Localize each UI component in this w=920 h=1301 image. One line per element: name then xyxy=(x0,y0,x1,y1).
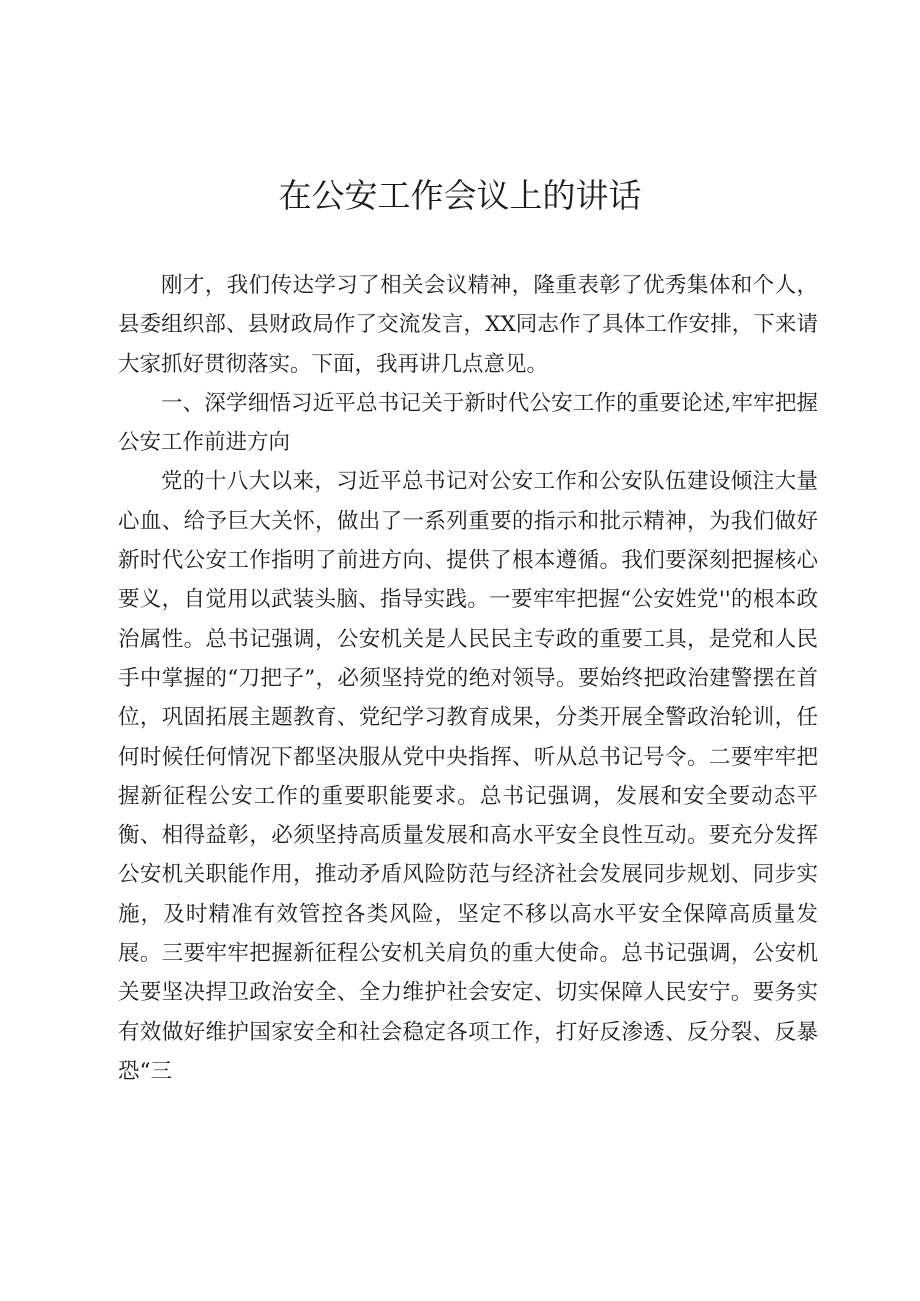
document-title: 在公安工作会议上的讲话 xyxy=(278,176,642,215)
paragraph-section-1-body: 党的十八大以来，习近平总书记对公安工作和公安队伍建设倾注大量心血、给予巨大关怀，做出了一系列重要的指示和批示精神，为我们做好新时代公安工作指明了前进方向、提供了根本遵循。我们要深刻把握核心要义，自觉用以武装头脑、指导实践。一要牢牢把握“公安姓党''的根本政治属性。总书记强调，公安机关是人民民主专政的重要工具，是党和人民手中掌握的“刀把子”，必须坚持党的绝对领导。要始终把政治建警摆在首位，巩固拓展主题教育、党纪学习教育成果，分类开展全警政治轮训，任何时候任何情况下都坚决服从党中央指挥、听从总书记号令。二要牢牢把握新征程公安工作的重要职能要求。总书记强调，发展和安全要动态平衡、相得益彰，必须坚持高质量发展和高水平安全良性互动。要充分发挥公安机关职能作用，推动矛盾风险防范与经济社会发展同步规划、同步实施，及时精准有效管控各类风险，坚定不移以高水平安全保障高质量发展。三要牢牢把握新征程公安机关肩负的重大使命。总书记强调，公安机关要坚决捍卫政治安全、全力维护社会安定、切实保障人民安宁。要务实有效做好维护国家安全和社会稳定各项工作，打好反渗透、反分裂、反暴恐“三 xyxy=(118,469,818,1084)
section-heading-1: 一、深学细悟习近平总书记关于新时代公安工作的重要论述,牢牢把握公安工作前进方向 xyxy=(118,390,818,456)
paragraph-opening: 刚才，我们传达学习了相关会议精神，隆重表彰了优秀集体和个人，县委组织部、县财政局作了交流发言，XX同志作了具体工作安排，下来请大家抓好贯彻落实。下面，我再讲几点意见。 xyxy=(118,273,818,377)
document-body xyxy=(118,266,818,1091)
